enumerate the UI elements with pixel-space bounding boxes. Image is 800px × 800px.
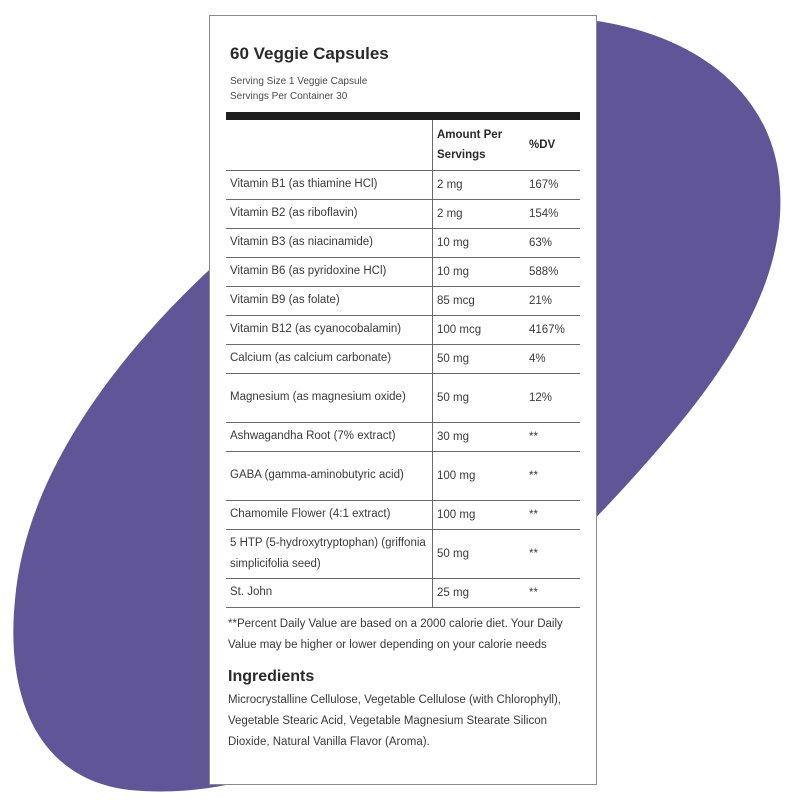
nutrient-amount: 100 mcg [433,315,526,344]
nutrient-amount: 25 mg [433,578,526,607]
nutrient-name: GABA (gamma-aminobutyric acid) [226,451,433,500]
table-row [226,315,580,344]
nutrient-header [226,120,433,170]
nutrient-dv: ** [525,529,580,578]
table-row [226,529,580,578]
nutrient-dv: 4167% [525,315,580,344]
nutrient-dv: ** [525,500,580,529]
serving-size: Serving Size 1 Veggie Capsule [230,76,368,87]
table-row [226,286,580,315]
ingredients-list: Microcrystalline Cellulose, Vegetable Cellulose (with Chlorophyll), Vegetable Stearic Acid, Vegetable Magnesium Stearate Silicon Dioxide, Natural Vanilla Flavor (Aroma). [228,693,562,748]
nutrient-amount: 10 mg [433,257,526,286]
table-row [226,199,580,228]
nutrient-amount: 100 mg [433,500,526,529]
nutrient-dv: 588% [525,257,580,286]
nutrient-amount: 50 mg [433,344,526,373]
table-row [226,344,580,373]
thick-divider [226,112,580,120]
amount-header: Amount Per Servings [433,120,526,170]
nutrient-name: Vitamin B9 (as folate) [226,286,433,315]
servings-per-container: Servings Per Container 30 [230,91,348,102]
nutrient-table [226,120,580,608]
table-row [226,578,580,607]
table-row [226,228,580,257]
nutrient-dv: ** [525,422,580,451]
serving-info [230,74,580,104]
nutrient-dv: 167% [525,170,580,199]
nutrient-amount: 2 mg [433,199,526,228]
nutrient-name: 5 HTP (5-hydroxytryptophan) (griffonia simplicifolia seed) [226,529,433,578]
nutrient-amount: 50 mg [433,529,526,578]
nutrient-amount: 10 mg [433,228,526,257]
nutrient-name: Vitamin B1 (as thiamine HCl) [226,170,433,199]
supplement-facts-label [209,15,597,785]
nutrient-amount: 30 mg [433,422,526,451]
dv-header: %DV [525,120,580,170]
nutrient-dv: 154% [525,199,580,228]
table-row [226,451,580,500]
nutrient-dv: 63% [525,228,580,257]
table-row [226,170,580,199]
nutrient-name: Calcium (as calcium carbonate) [226,344,433,373]
nutrient-amount: 2 mg [433,170,526,199]
table-row [226,373,580,422]
daily-value-footnote: **Percent Daily Value are based on a 2000 calorie diet. Your Daily Value may be higher or lower depending on your calorie needs [228,617,563,651]
nutrient-name: Vitamin B12 (as cyanocobalamin) [226,315,433,344]
nutrient-amount: 50 mg [433,373,526,422]
table-row [226,257,580,286]
table-header-row [226,120,580,170]
table-row [226,422,580,451]
nutrient-amount: 85 mcg [433,286,526,315]
product-title: 60 Veggie Capsules [230,44,389,63]
nutrient-amount: 100 mg [433,451,526,500]
nutrient-dv: ** [525,451,580,500]
table-row [226,500,580,529]
nutrient-name: Magnesium (as magnesium oxide) [226,373,433,422]
nutrient-name: St. John [226,578,433,607]
nutrient-dv: 12% [525,373,580,422]
nutrient-name: Vitamin B2 (as riboflavin) [226,199,433,228]
nutrient-dv: 21% [525,286,580,315]
ingredients-heading: Ingredients [228,667,315,685]
nutrient-dv: 4% [525,344,580,373]
nutrient-name: Vitamin B3 (as niacinamide) [226,228,433,257]
nutrient-name: Chamomile Flower (4:1 extract) [226,500,433,529]
nutrient-dv: ** [525,578,580,607]
nutrient-name: Ashwagandha Root (7% extract) [226,422,433,451]
nutrient-name: Vitamin B6 (as pyridoxine HCl) [226,257,433,286]
